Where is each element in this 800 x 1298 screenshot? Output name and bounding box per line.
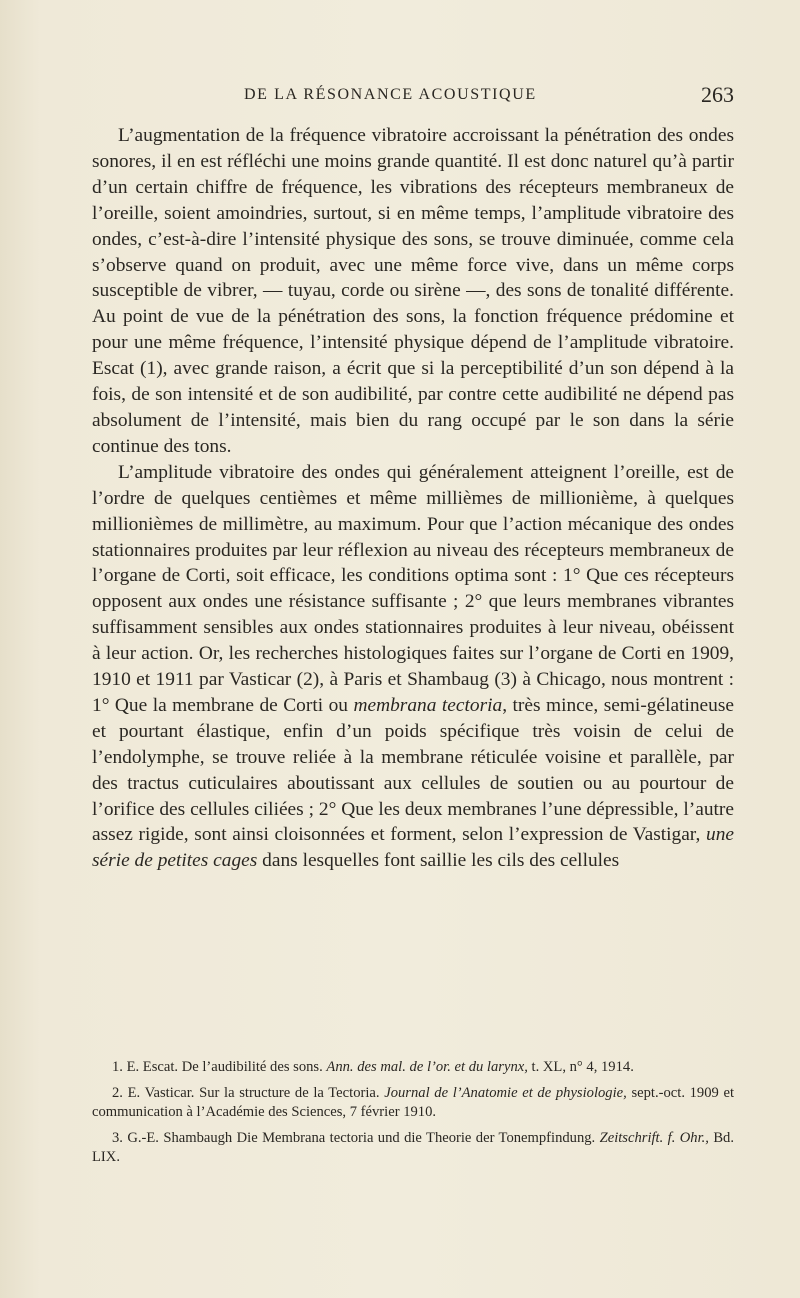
paragraph-2-italic-term: membrana tectoria: [353, 694, 503, 716]
page-number: 263: [701, 82, 734, 107]
footnote-1-ref: t. XL, n° 4, 1914.: [531, 1059, 634, 1075]
footnote-3: [92, 1129, 734, 1168]
running-title: DE LA RÉSONANCE ACOUSTIQUE: [244, 86, 537, 103]
footnote-2-ref: sept.-oct. 1909 et communication à l’Académie des Sciences, 7 février 1910.: [92, 1084, 735, 1121]
footnote-3-text: 3. G.-E. Shambaugh Die Membrana tectoria und die Theorie der Tonempfindung.: [112, 1129, 596, 1146]
paragraph-1: L’augmentation de la fréquence vibratoire accroissant la pénétration des ondes sonores, il en est réfléchi une moins grande quantité. Il est donc naturel qu’à partir d’un certain chiffre de fréquence, les vibrations des récepteurs membraneux de l’oreille, soient amoindries, surtout, si en même temps, l’amplitude vibratoire des ondes, c’est-à-dire l’intensité physique des sons, se trouve diminuée, comme cela s’observe quand on produit, avec une même force vive, dans un même corps susceptible de vibrer, — tuyau, corde ou sirène —, des sons de tonalité différente. Au point de vue de la pénétration des sons, la fonction fréquence prédomine et pour une même fréquence, l’intensité physique dépend de l’amplitude vibratoire. Escat (1), avec grande raison, a écrit que si la perceptibilité d’un son dépend à la fois, de son intensité et de son audibilité, par contre cette audibilité ne dépend pas absolument de l’intensité, mais bien du rang occupé par le son dans la série continue des tons.: [92, 125, 734, 457]
footnote-3-journal: Zeitschrift. f. Ohr.,: [599, 1129, 709, 1146]
paragraph-2-part-c: dans lesquelles font saillie les cils des cellules: [262, 850, 620, 872]
footnote-2: [92, 1084, 734, 1123]
footnote-1-journal: Ann. des mal. de l’or. et du larynx,: [326, 1059, 528, 1075]
page-header: [92, 82, 734, 112]
footnotes: [92, 1058, 734, 1174]
paragraph-2: [92, 460, 734, 875]
footnote-3-ref: Bd. LIX.: [92, 1129, 735, 1166]
body-text: [92, 123, 734, 874]
footnote-1-text: 1. E. Escat. De l’audibilité des sons.: [112, 1059, 323, 1075]
paragraph-2-part-a: L’amplitude vibratoire des ondes qui généralement atteignent l’oreille, est de l’ordre de quelques centièmes et même millièmes de millionième, à quelques millionièmes de millimètre, au maximum. Pour que l’action mécanique des ondes stationnaires produites par leur réflexion au niveau des récepteurs membraneux de l’organe de Corti, soit efficace, les conditions optima sont : 1° Que ces récepteurs opposent aux ondes une résistance suffisante ; 2° que leurs membranes vibrantes suffisamment sensibles aux ondes stationnaires produites à leur niveau, obéissent à leur action. Or, les recherches histologiques faites sur l’organe de Corti en 1909, 1910 et 1911 par Vasticar (2), à Paris et Shambaug (3) à Chicago, nous montrent : 1° Que la membrane de Corti ou: [92, 461, 734, 716]
footnote-2-journal: Journal de l’Anatomie et de physiologie,: [384, 1084, 627, 1101]
paragraph-2-italic-phrase: une série de petites cages: [92, 824, 734, 872]
footnote-1: [92, 1058, 734, 1078]
paragraph-2-part-b: , très mince, semi-gélatineuse et pourtant élastique, enfin d’un poids spécifique très voisin de celui de l’endolymphe, se trouve reliée à la membrane réticulée voisine et parallèle, par des tractus cuticulaires aboutissant aux cellules de soutien ou au pourtour de l’orifice des cellules ciliées ; 2° Que les deux membranes l’une dépressible, l’autre assez rigide, sont ainsi cloisonnées et forment, selon l’expression de Vastigar,: [92, 694, 734, 846]
footnote-2-text: 2. E. Vasticar. Sur la structure de la Tectoria.: [112, 1084, 380, 1101]
